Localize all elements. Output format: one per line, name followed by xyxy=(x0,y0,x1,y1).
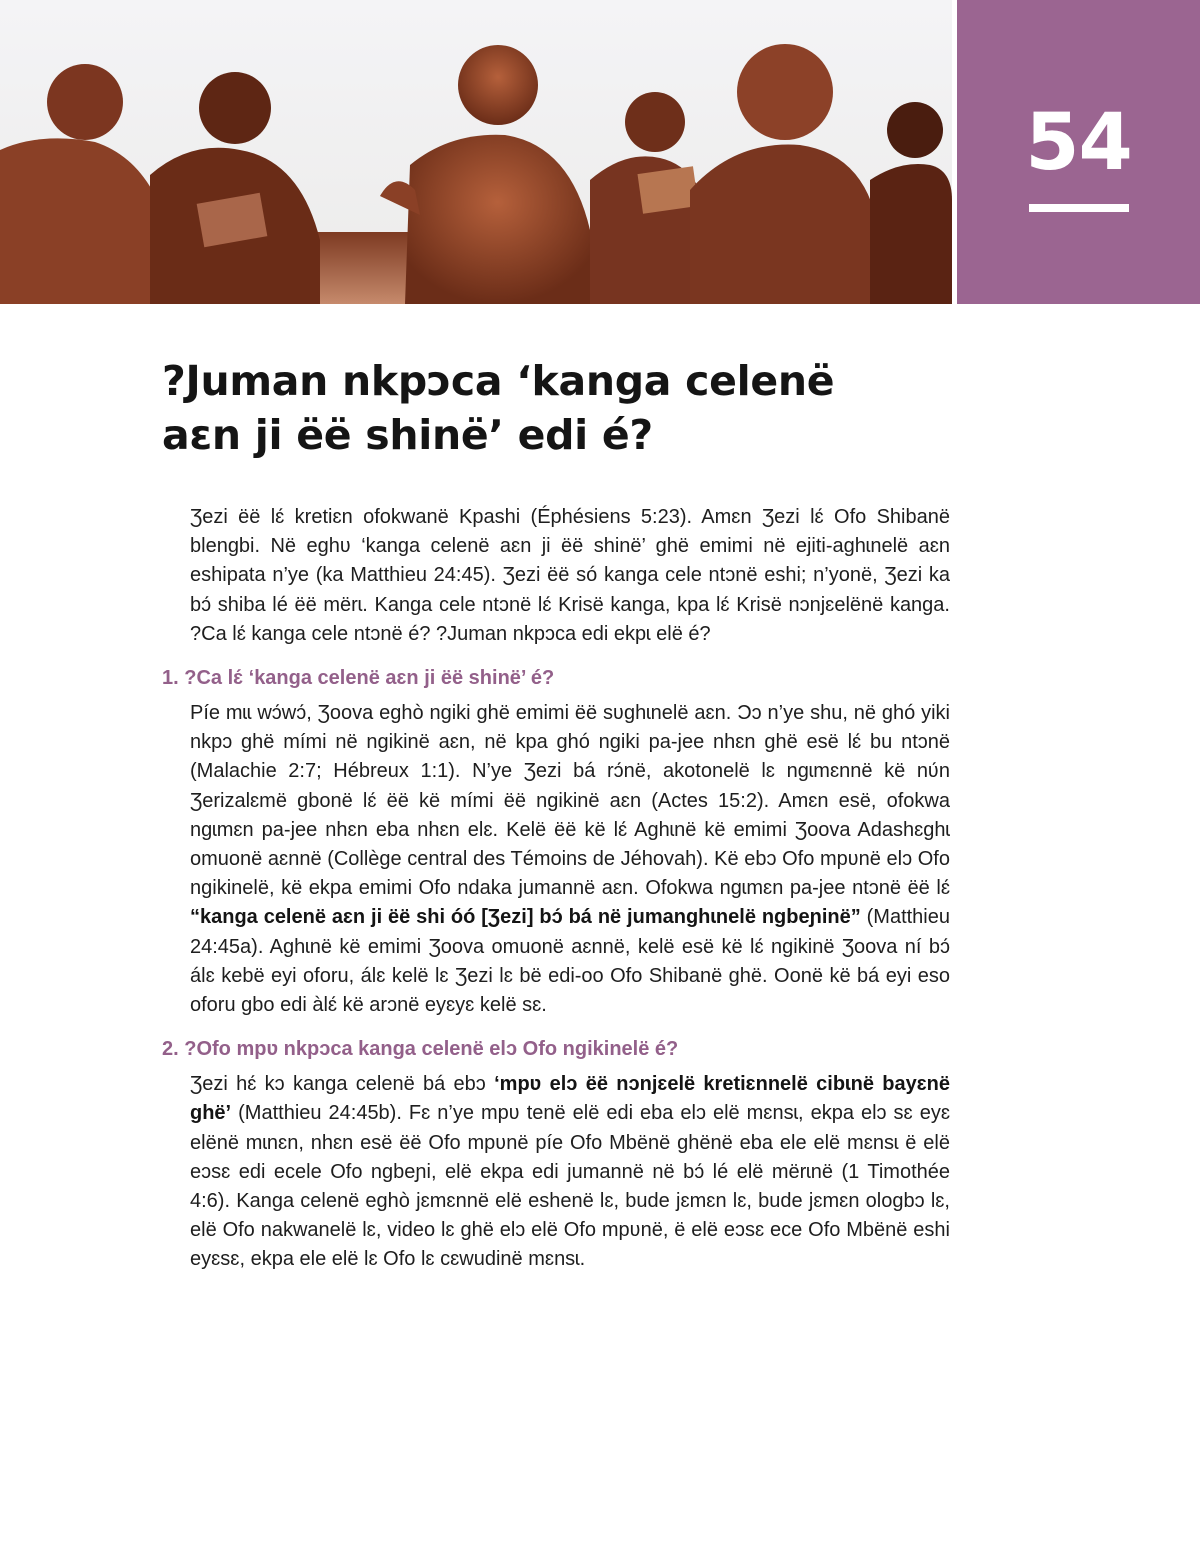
lesson-number: 54 xyxy=(1025,98,1132,188)
lesson-number-underline xyxy=(1029,204,1129,212)
section-2-text-a: Ʒezi hɛ́ kɔ kanga celenë bá ebɔ xyxy=(190,1073,486,1096)
section-2-text-b: (Matthieu 24:45b). Fɛ n’ye mpʋ tenë elë edi eba elɔ elë mɛnsɩ, ekpa elɔ sɛ eyɛ elënë mɩnɛn, nhɛn esë ëë Ofo mpʋnë píe Ofo Mbënë ghënë eba ele elë mɛnsɩ ë elë eɔsɛ edi ecele Ofo ngbeɲi, elë ekpa edi jumannë në bɔ́ lé elë mërɩnë (1 Timothée 4:6). Kanga celenë eghò jɛmɛnnë elë eshenë lɛ, bude jɛmɛn lɛ, bude jɛmɛn ologbɔ lɛ, elë Ofo nakwanelë lɛ, video lɛ ghë elɔ elë Ofo mpʋnë, ë elë eɔsɛ ece Ofo Mbënë eshi eyɛsɛ, ekpa ele elë lɛ Ofo lɛ cɛwudinë mɛnsɩ. xyxy=(190,1102,951,1271)
section-1-text-b: (Matthieu 24:45a). Aghɩnë kë emimi Ʒoova omuonë aɛnnë, kelë esë kë lɛ́ ngikinë Ʒoova ní bɔ́ álɛ kebë eyi oforu, álɛ kelë lɛ Ʒezi lɛ bë edi-oo Ofo Shibanë ghë. Oonë kë bá eyi eso oforu gbo edi àlɛ́ kë arɔnë eyɛyɛ kelë sɛ. xyxy=(190,906,950,1017)
page-title-line-2: aɛn ji ëë shinë’ edi é? xyxy=(162,411,653,459)
lesson-body xyxy=(162,503,951,1289)
section-heading-1: 1. ?Ca lɛ́ ‘kanga celenë aɛn ji ëë shinë’ é? xyxy=(162,667,555,690)
page-title xyxy=(162,354,962,462)
section-paragraph-1 xyxy=(190,699,950,1020)
meeting-illustration xyxy=(0,0,952,304)
section-paragraph-2 xyxy=(190,1070,950,1274)
section-1-text-a: Píe mɩɩ wɔ́wɔ́, Ʒoova eghò ngiki ghë emimi ëë sʋghɩnelë aɛn. Ɔɔ n’ye shu, në ghó yiki nkpɔ ghë mími në ngikinë aɛn, në kpa ghó ngiki pa-jee nhɛn ghë esë lɛ́ bu ntɔnë (Malachie 2:7; Hébreux 1:1). N’ye Ʒezi bá rɔ́në, akotonelë lɛ ngɩmɛnnë kë nʋ́n Ʒerizalɛmë gbonë lɛ́ ëë kë mími ëë ngikinë aɛn (Actes 15:2). Amɛn esë, ofokwa ngɩmɛn pa-jee nhɛn eba nhɛn elɛ. Kelë ëë kë lɛ́ Aghɩnë kë emimi Ʒoova Adashɛghɩ omuonë aɛnnë (Collège central des Témoins de Jéhovah). Kë ebɔ Ofo mpʋnë elɔ Ofo ngikinelë, kë ekpa emimi Ofo ndaka jumannë aɛn. Ofokwa ngɩmɛn pa-jee ntɔnë ëë lɛ́ xyxy=(190,702,950,900)
intro-paragraph: Ʒezi ëë lɛ́ kretiɛn ofokwanë Kpashi (Éphésiens 5:23). Amɛn Ʒezi lɛ́ Ofo Shibanë blengbi. Në eghʋ ‘kanga celenë aɛn ji ëë shinë’ ghë emimi në ejiti-aghɩnelë aɛn eshipata n’ye (ka Matthieu 24:45). Ʒezi ëë só kanga cele ntɔnë eshi; n’yonë, Ʒezi ka bɔ́ shiba lé ëë mërɩ. Kanga cele ntɔnë lɛ́ Krisë kanga, kpa lɛ́ Krisë nɔnjɛelënë kanga. ?Ca lɛ́ kanga cele ntɔnë é? ?Juman nkpɔca edi ekpɩ elë é? xyxy=(190,506,950,645)
lesson-badge xyxy=(957,0,1200,304)
page-title-line-1: ?Juman nkpɔca ‘kanga celenë xyxy=(162,357,835,405)
section-1-quote: “kanga celenë aɛn ji ëë shi óó [Ʒezi] bɔ́ bá në jumanghɩnelë ngbeɲinë” xyxy=(190,906,861,929)
section-heading-2: 2. ?Ofo mpʋ nkpɔca kanga celenë elɔ Ofo ngikinelë é? xyxy=(162,1038,679,1061)
section-2-quote: ‘mpʋ elɔ ëë nɔnjɛelë kretiɛnnelë cibɩnë bayɛnë ghë’ xyxy=(190,1073,951,1125)
header-photo xyxy=(0,0,952,304)
